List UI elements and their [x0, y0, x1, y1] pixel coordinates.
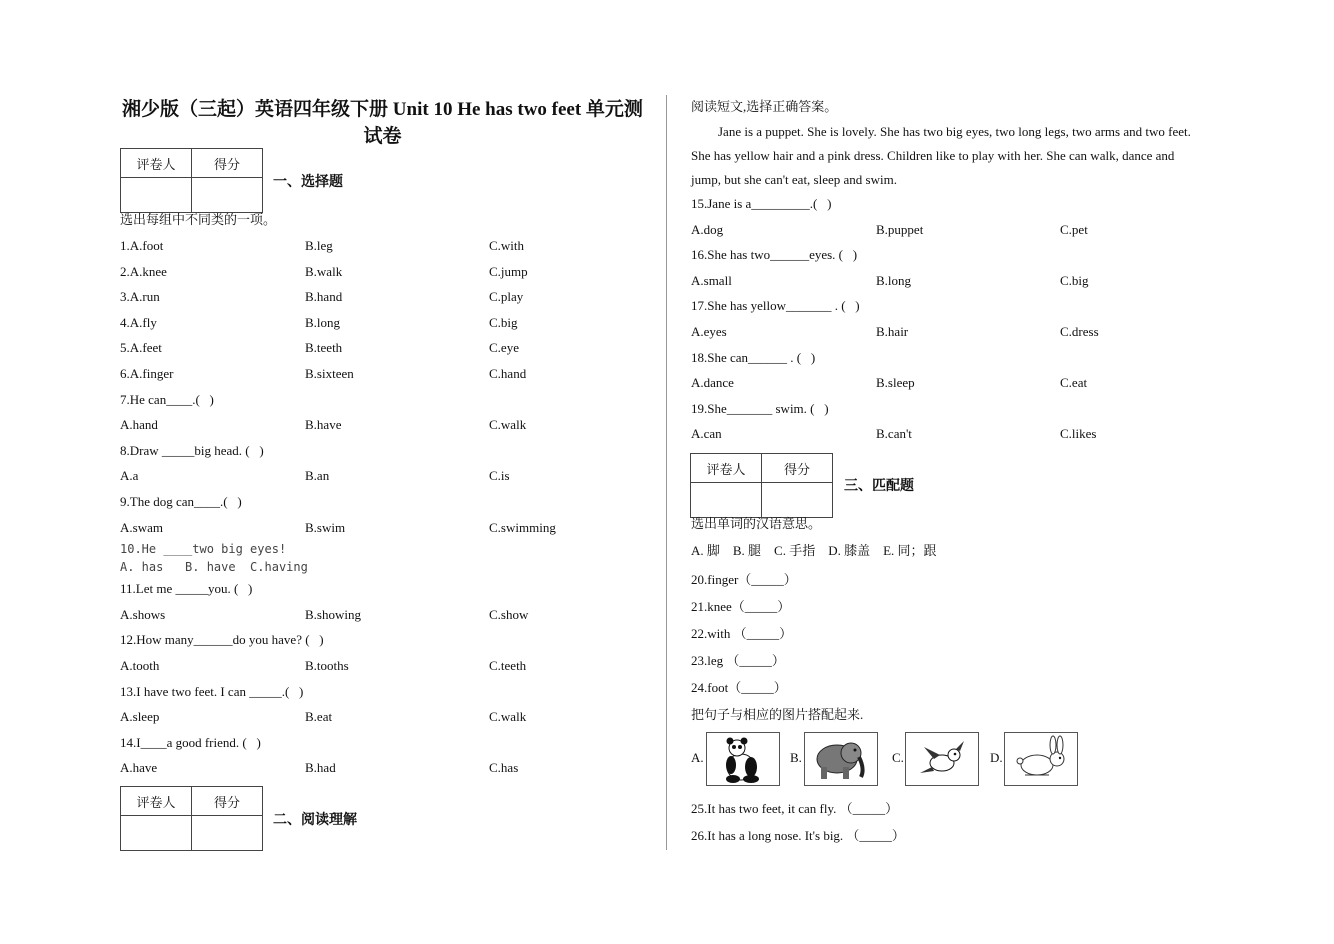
answer-option: 5.A.feet — [120, 340, 162, 356]
answer-option: 2.A.knee — [120, 263, 167, 279]
answer-option: C.with — [489, 238, 525, 253]
options-row — [120, 361, 640, 387]
options-row — [120, 602, 640, 628]
answer-option: B.have — [305, 417, 342, 433]
answer-option: B.hair — [876, 323, 909, 339]
answer-option: C.walk — [489, 417, 527, 433]
answer-option: A.can — [691, 426, 722, 442]
answer-option: A.dog — [691, 221, 724, 237]
score-table-3 — [690, 453, 833, 518]
section3-instruction: 选出单词的汉语意思。 — [691, 516, 822, 531]
question-text: 10.He ____two big eyes! — [120, 542, 287, 557]
question-text: 17.She has yellow_______ . ( ) — [691, 298, 860, 314]
question-text: 7.He can____.( ) — [120, 391, 214, 407]
picture-label: B. — [790, 750, 802, 765]
match-item: 24.foot（_____） — [691, 680, 787, 695]
match-item: 23.leg （_____） — [691, 653, 785, 668]
column-divider — [666, 95, 667, 850]
answer-option: C.jump — [489, 263, 528, 279]
panda-icon — [706, 732, 780, 786]
answer-option: B.eat — [305, 709, 333, 725]
options-row — [691, 217, 1211, 243]
score-label: 得分 — [762, 454, 833, 483]
answer-option: B.walk — [305, 263, 343, 279]
answer-option: B.showing — [305, 606, 361, 622]
section1-questions — [120, 233, 640, 781]
question-text: 15.Jane is a_________.( ) — [691, 196, 832, 211]
section3-heading: 三、匹配题 — [844, 479, 914, 494]
section1-instruction: 选出每组中不同类的一项。 — [120, 212, 277, 227]
answer-option: A.have — [120, 760, 158, 776]
answer-option: B.had — [305, 760, 336, 776]
answer-option: C.big — [1060, 272, 1089, 288]
answer-option: B.sleep — [876, 375, 915, 391]
answer-option: 3.A.run — [120, 289, 160, 305]
score-cell — [192, 816, 263, 851]
question-text: A. has B. have C.having — [120, 560, 308, 575]
answer-option: A.eyes — [691, 323, 727, 339]
answer-option: 1.A.foot — [120, 238, 164, 253]
answer-option: B.puppet — [876, 221, 924, 237]
options-row — [120, 284, 640, 310]
options-row — [120, 412, 640, 438]
question-text: 11.Let me _____you. ( ) — [120, 581, 253, 597]
answer-option: C.pet — [1060, 221, 1088, 237]
grader-cell — [121, 178, 192, 213]
options-row — [120, 515, 640, 541]
grader-label: 评卷人 — [691, 454, 762, 483]
answer-option: A.shows — [120, 606, 166, 622]
picture-label: C. — [892, 750, 904, 765]
answer-option: B.sixteen — [305, 365, 354, 381]
answer-option: A.swam — [120, 519, 163, 535]
answer-option: A.sleep — [120, 709, 160, 725]
match-item: 20.finger（_____） — [691, 572, 797, 587]
page-title: 湘少版（三起）英语四年级下册 Unit 10 He has two feet 单元测试卷 — [122, 99, 643, 147]
section3-instruction-2: 把句子与相应的图片搭配起来. — [691, 707, 864, 722]
answer-option: C.show — [489, 606, 529, 622]
section2-instruction: 阅读短文,选择正确答案。 — [691, 99, 838, 114]
bird-icon — [905, 732, 979, 786]
question-text: 13.I have two feet. I can _____.( ) — [120, 683, 304, 699]
answer-option: B.an — [305, 468, 330, 484]
question-text: 8.Draw _____big head. ( ) — [120, 442, 264, 458]
options-row — [691, 268, 1211, 294]
answer-option: C.teeth — [489, 657, 527, 673]
score-cell — [192, 178, 263, 213]
answer-option: 4.A.fly — [120, 314, 157, 330]
answer-option: B.can't — [876, 426, 912, 442]
match-item: 21.knee（_____） — [691, 599, 791, 614]
options-row — [120, 310, 640, 336]
question-text: 12.How many______do you have? ( ) — [120, 632, 324, 648]
picture-label: D. — [990, 750, 1003, 765]
answer-option: C.dress — [1060, 323, 1099, 339]
answer-option: C.has — [489, 760, 519, 776]
options-row — [691, 421, 1211, 447]
answer-option: B.long — [876, 272, 912, 288]
options-row — [691, 370, 1211, 396]
options-row — [120, 755, 640, 781]
grader-label: 评卷人 — [121, 787, 192, 816]
answer-option: B.teeth — [305, 340, 343, 356]
score-label: 得分 — [192, 149, 263, 178]
reading-passage: Jane is a puppet. She is lovely. She has two big eyes, two long legs, two arms and two feet. She has yellow hair and a pink dress. Children like to play with her. She can walk, dance and jump, but she can't eat, sleep and swim. — [691, 124, 1191, 187]
answer-option: A.hand — [120, 417, 158, 433]
answer-option: 6.A.finger — [120, 365, 174, 381]
match-item: 22.with （_____） — [691, 626, 793, 641]
answer-option: C.is — [489, 468, 510, 484]
picture-sentence: 26.It has a long nose. It's big. （_____） — [691, 828, 905, 843]
picture-label: A. — [691, 750, 704, 765]
score-table-1 — [120, 148, 263, 213]
answer-option: C.walk — [489, 709, 527, 725]
options-row — [691, 319, 1211, 345]
elephant-icon — [804, 732, 878, 786]
answer-option: C.eat — [1060, 375, 1088, 391]
options-row — [120, 463, 640, 489]
question-text: 14.I____a good friend. ( ) — [120, 734, 261, 750]
answer-option: B.swim — [305, 519, 346, 535]
answer-option: B.long — [305, 314, 341, 330]
options-row — [120, 259, 640, 285]
grader-label: 评卷人 — [121, 149, 192, 178]
answer-option: A.a — [120, 468, 139, 484]
grader-cell — [121, 816, 192, 851]
score-table-2 — [120, 786, 263, 851]
answer-option: B.hand — [305, 289, 343, 305]
options-row — [120, 335, 640, 361]
answer-option: C.hand — [489, 365, 527, 381]
score-label: 得分 — [192, 787, 263, 816]
answer-option: C.eye — [489, 340, 519, 356]
section2-heading: 二、阅读理解 — [273, 813, 357, 828]
rabbit-icon — [1004, 732, 1078, 786]
picture-sentence: 25.It has two feet, it can fly. （_____） — [691, 801, 899, 816]
question-text: 9.The dog can____.( ) — [120, 493, 242, 509]
question-text: 16.She has two______eyes. ( ) — [691, 247, 858, 263]
section1-heading: 一、选择题 — [273, 175, 343, 190]
question-text: 18.She can______ . ( ) — [691, 349, 816, 365]
question-text: 19.She_______ swim. ( ) — [691, 400, 829, 416]
answer-option: C.play — [489, 289, 524, 305]
answer-option: C.likes — [1060, 426, 1097, 442]
meaning-choices: A. 脚 B. 腿 C. 手指 D. 膝盖 E. 同；跟 — [691, 543, 937, 558]
answer-option: A.tooth — [120, 657, 160, 673]
options-row — [120, 704, 640, 730]
options-row — [120, 233, 640, 259]
answer-option: C.big — [489, 314, 518, 330]
answer-option: A.small — [691, 272, 732, 288]
answer-option: C.swimming — [489, 519, 556, 535]
answer-option: A.dance — [691, 375, 734, 391]
options-row — [120, 653, 640, 679]
section2-questions — [691, 191, 1211, 447]
answer-option: B.tooths — [305, 657, 349, 673]
answer-option: B.leg — [305, 238, 333, 253]
